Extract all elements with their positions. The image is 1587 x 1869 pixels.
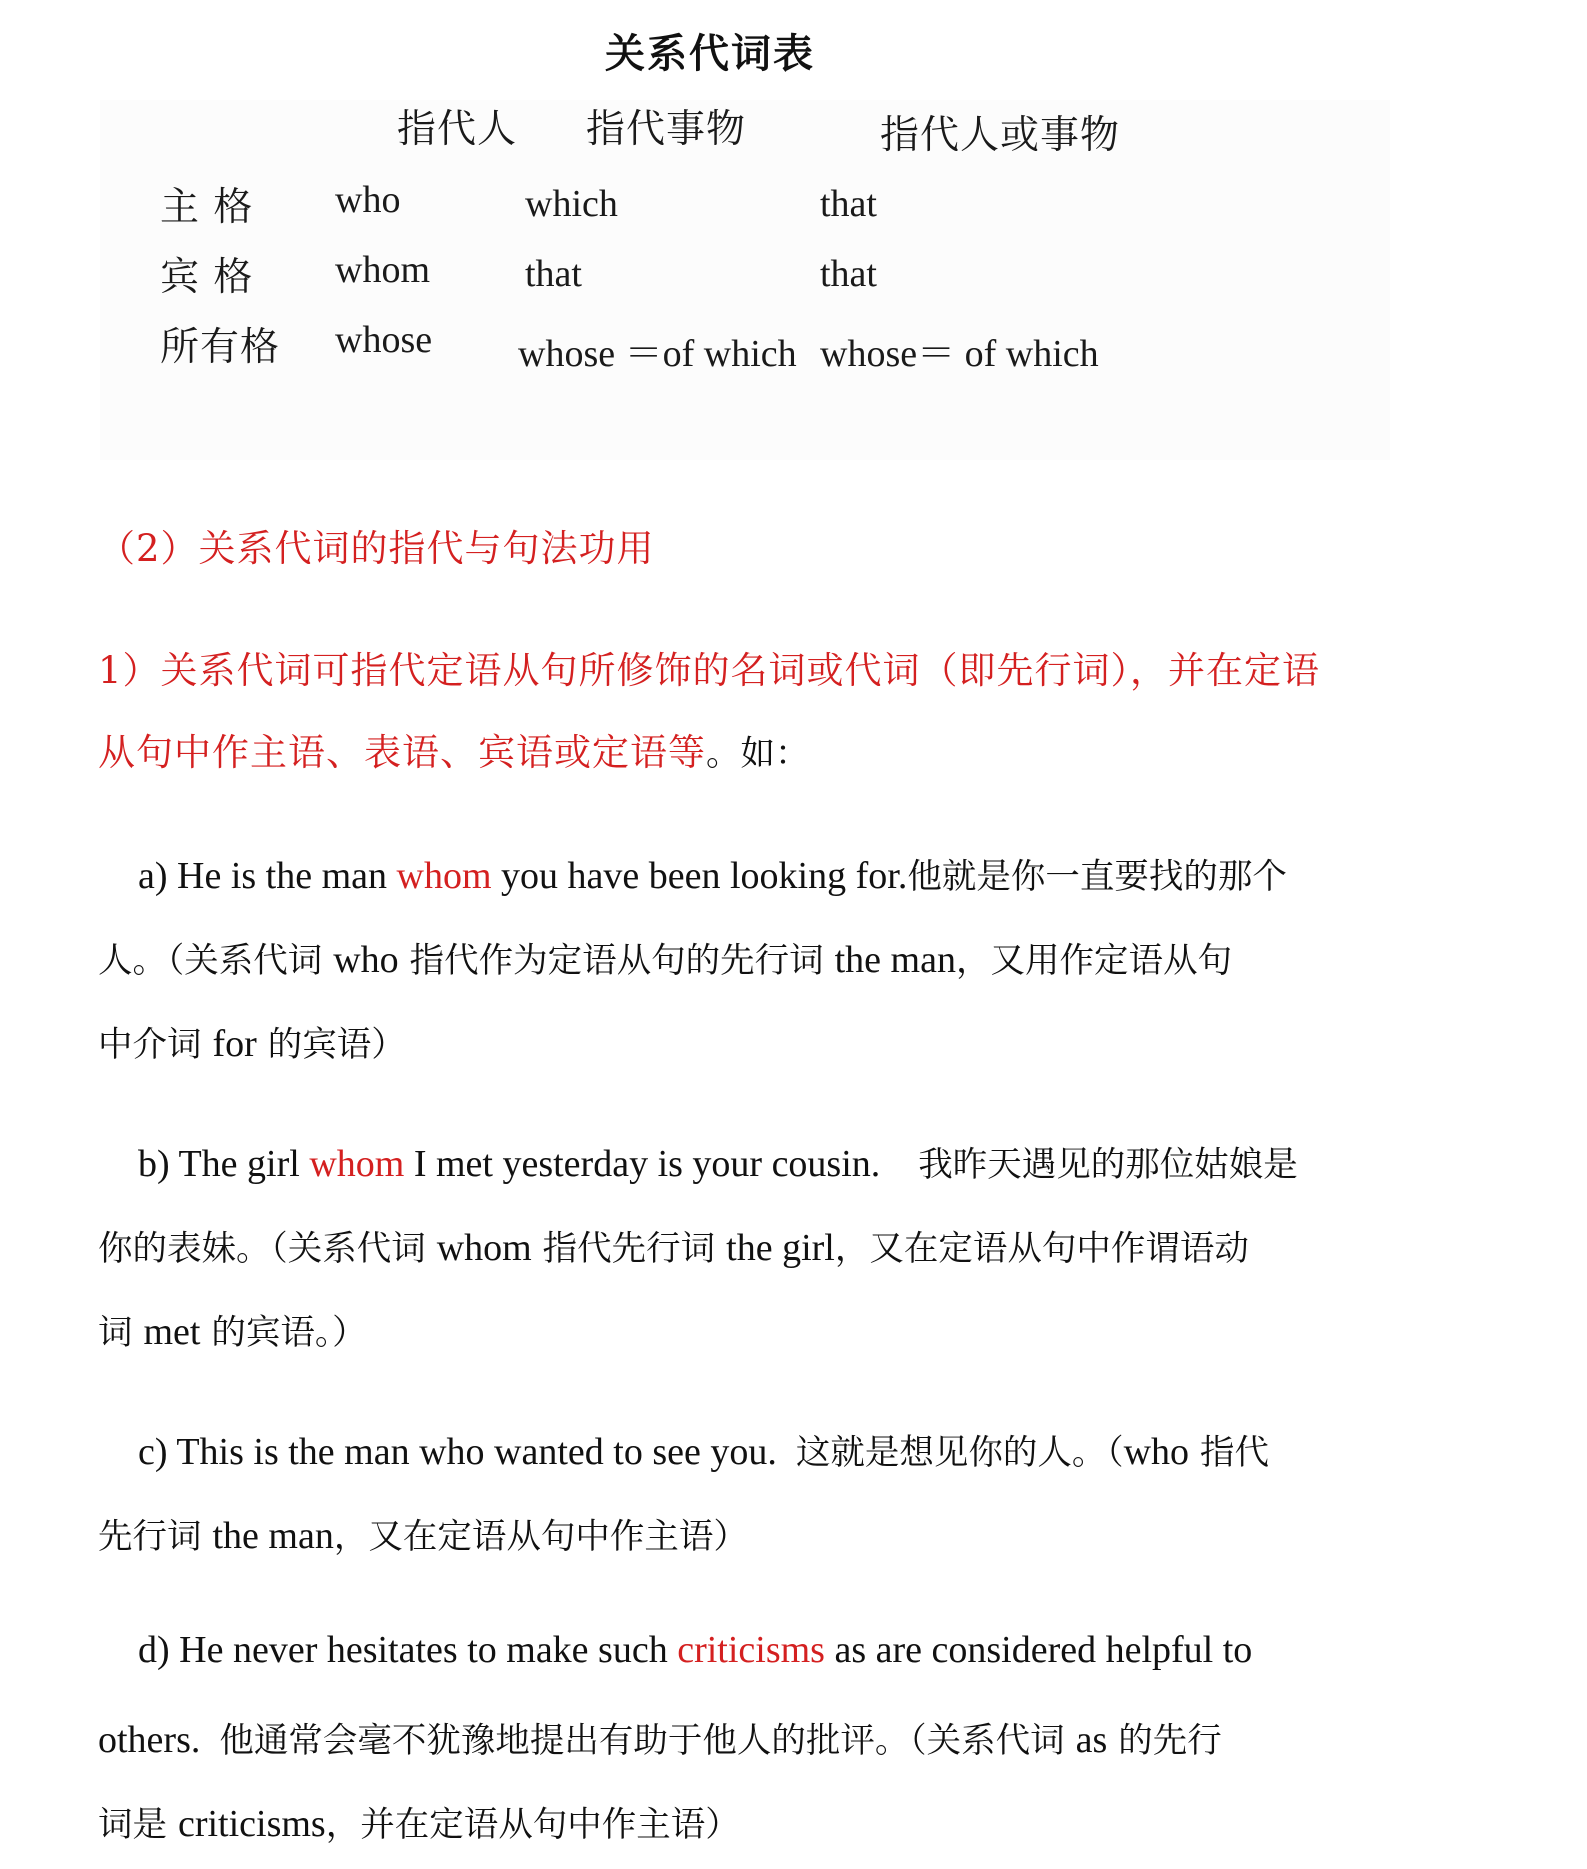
example-a-line-1: a) He is the man whom you have been looking for.他就是你一直要找的那个 [138, 855, 1287, 897]
header-thing: 指代事物 [586, 107, 747, 152]
rule-line-2: 从句中作主语、表语、宾语或定语等。如： [98, 731, 810, 774]
cell-possessive-thing: whose ＝of which [518, 333, 797, 375]
example-b-line-1: b) The girl whom I met yesterday is your cousin. 我昨天遇见的那位姑娘是 [138, 1143, 1298, 1185]
example-b-line-3: 词 met 的宾语。） [98, 1311, 367, 1353]
row-label-possessive: 所有格 [160, 325, 281, 370]
cell-nominative-thing: which [525, 183, 618, 225]
cell-objective-either: that [820, 253, 877, 295]
cell-nominative-person: who [335, 179, 401, 221]
example-a-line-3: 中介词 for 的宾语） [98, 1023, 406, 1065]
section-heading: （2）关系代词的指代与句法功用 [98, 527, 655, 570]
row-label-objective: 宾 格 [160, 255, 254, 300]
relative-pronoun-table [100, 100, 1390, 460]
example-c-line-1: c) This is the man who wanted to see you. 这就是想见你的人。（who 指代 [138, 1431, 1270, 1473]
cell-objective-thing: that [525, 253, 582, 295]
page-title: 关系代词表 [605, 31, 815, 77]
header-person: 指代人 [397, 107, 518, 152]
rule-line-1: 1）关系代词可指代定语从句所修饰的名词或代词（即先行词），并在定语 [98, 649, 1321, 692]
cell-possessive-person: whose [335, 319, 433, 361]
cell-possessive-either: whose＝ of which [820, 333, 1099, 375]
example-d-line-1: d) He never hesitates to make such criticisms as are considered helpful to [138, 1629, 1253, 1671]
row-label-nominative: 主 格 [160, 185, 254, 230]
example-b-line-2: 你的表妹。（关系代词 whom 指代先行词 the girl，又在定语从句中作谓语动 [98, 1227, 1249, 1269]
header-either: 指代人或事物 [880, 113, 1121, 158]
example-d-line-3: 词是 criticisms，并在定语从句中作主语） [98, 1803, 740, 1845]
example-a-line-2: 人。（关系代词 who 指代作为定语从句的先行词 the man，又用作定语从句 [98, 939, 1232, 981]
cell-nominative-either: that [820, 183, 877, 225]
cell-objective-person: whom [335, 249, 430, 291]
example-d-line-2: others. 他通常会毫不犹豫地提出有助于他人的批评。（关系代词 as 的先行 [98, 1719, 1222, 1761]
example-c-line-2: 先行词 the man，又在定语从句中作主语） [98, 1515, 748, 1557]
